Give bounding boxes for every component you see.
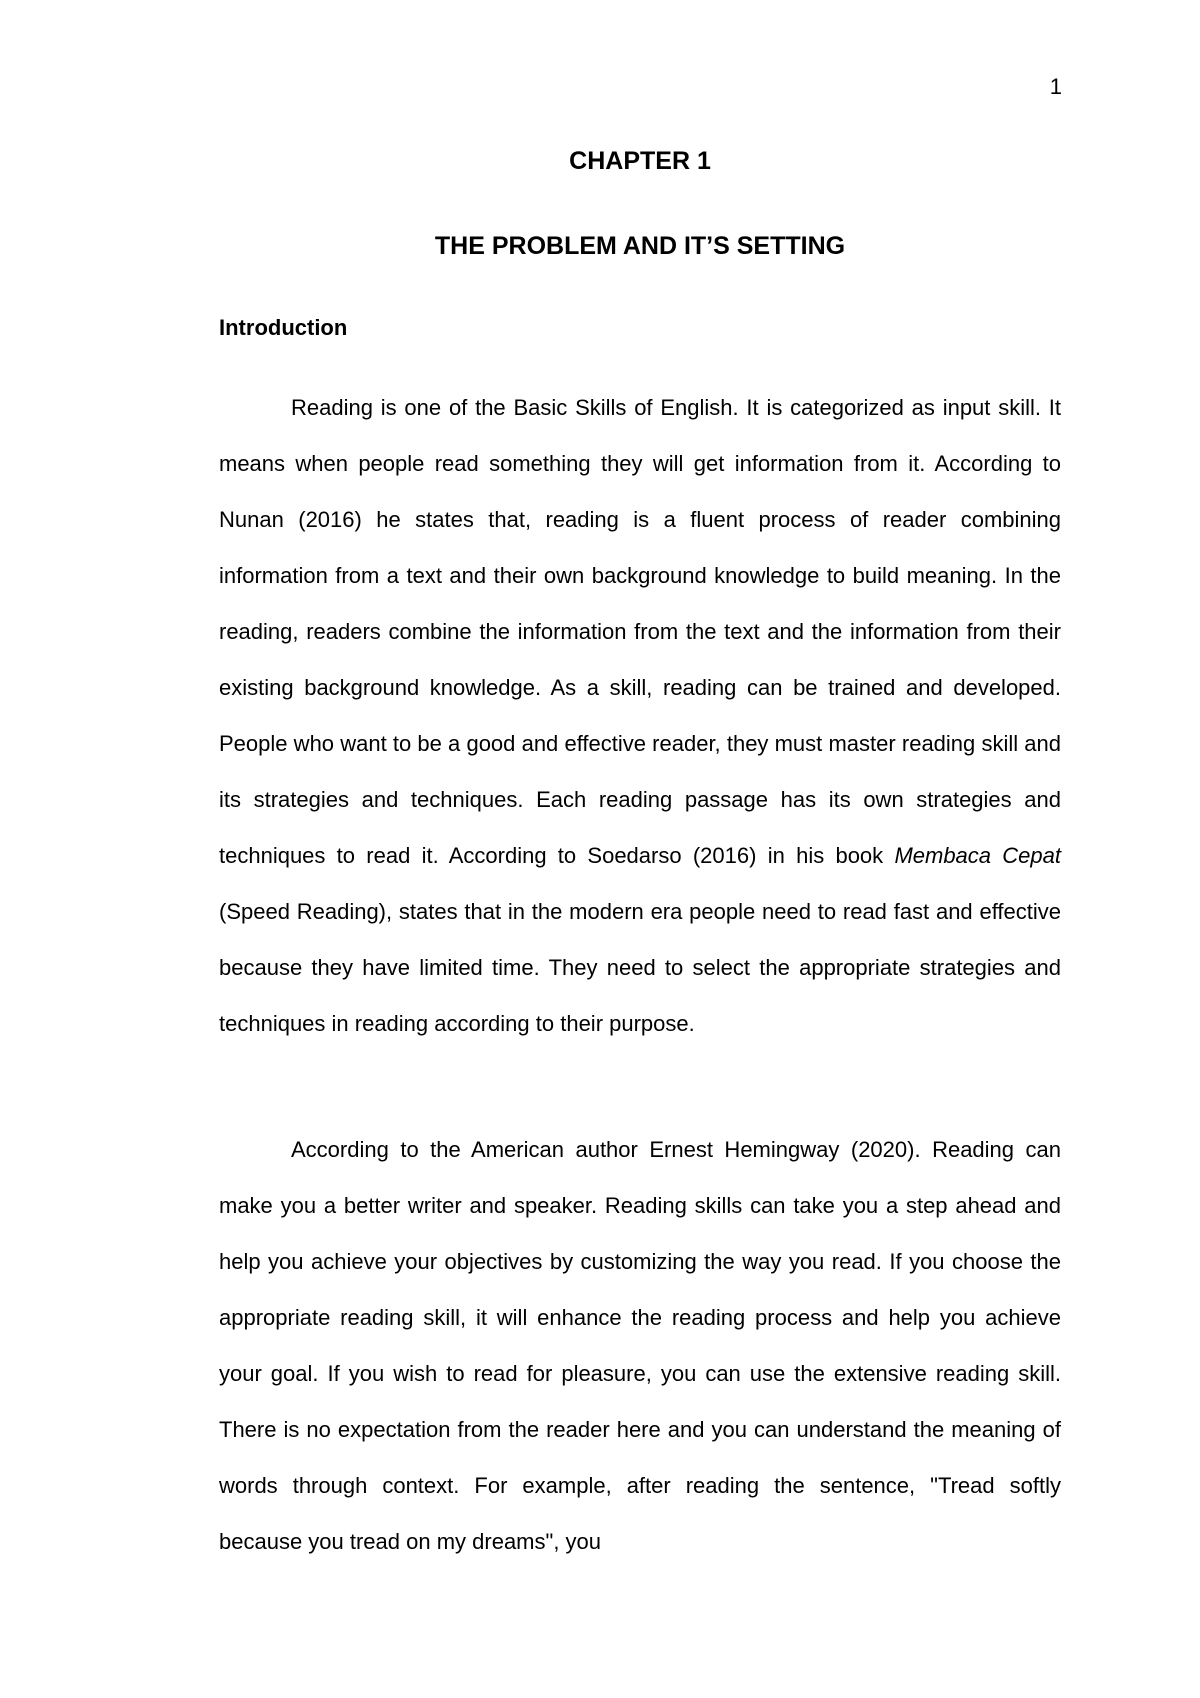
introduction-paragraph-2 [219,1122,1061,1570]
paragraph-2-text: According to the American author Ernest Hemingway (2020). Reading can make you a better writer and speaker. Reading skills can take you a step ahead and help you achieve your objectives by customizing the way you read. If you choose the appropriate reading skill, it will enhance the reading process and help you achieve your goal. If you wish to read for pleasure, you can use the extensive reading skill. There is no expectation from the reader here and you can understand the meaning of words through context. For example, after reading the sentence, "Tread softly because you tread on my dreams", you [219,1137,1061,1554]
chapter-title: CHAPTER 1 [569,147,711,175]
paragraph-1-text-part-2: (Speed Reading), states that in the modern era people need to read fast and effective because they have limited time. They need to select the appropriate strategies and techniques in reading according to their purpose. [219,899,1061,1036]
paragraph-1-text-part-1: Reading is one of the Basic Skills of English. It is categorized as input skill. It means when people read something they will get information from it. According to Nunan (2016) he states that, reading is a fluent process of reader combining information from a text and their own background knowledge to build meaning. In the reading, readers combine the information from the text and the information from their existing background knowledge. As a skill, reading can be trained and developed. People who want to be a good and effective reader, they must master reading skill and its strategies and techniques. Each reading passage has its own strategies and techniques to read it. According to Soedarso (2016) in his book [219,395,1061,868]
introduction-paragraph-1 [219,380,1061,1052]
section-heading-introduction: Introduction [219,315,348,340]
page-number: 1 [1049,74,1062,99]
book-title: Membaca Cepat [894,843,1061,868]
chapter-subtitle: THE PROBLEM AND IT’S SETTING [434,232,846,260]
